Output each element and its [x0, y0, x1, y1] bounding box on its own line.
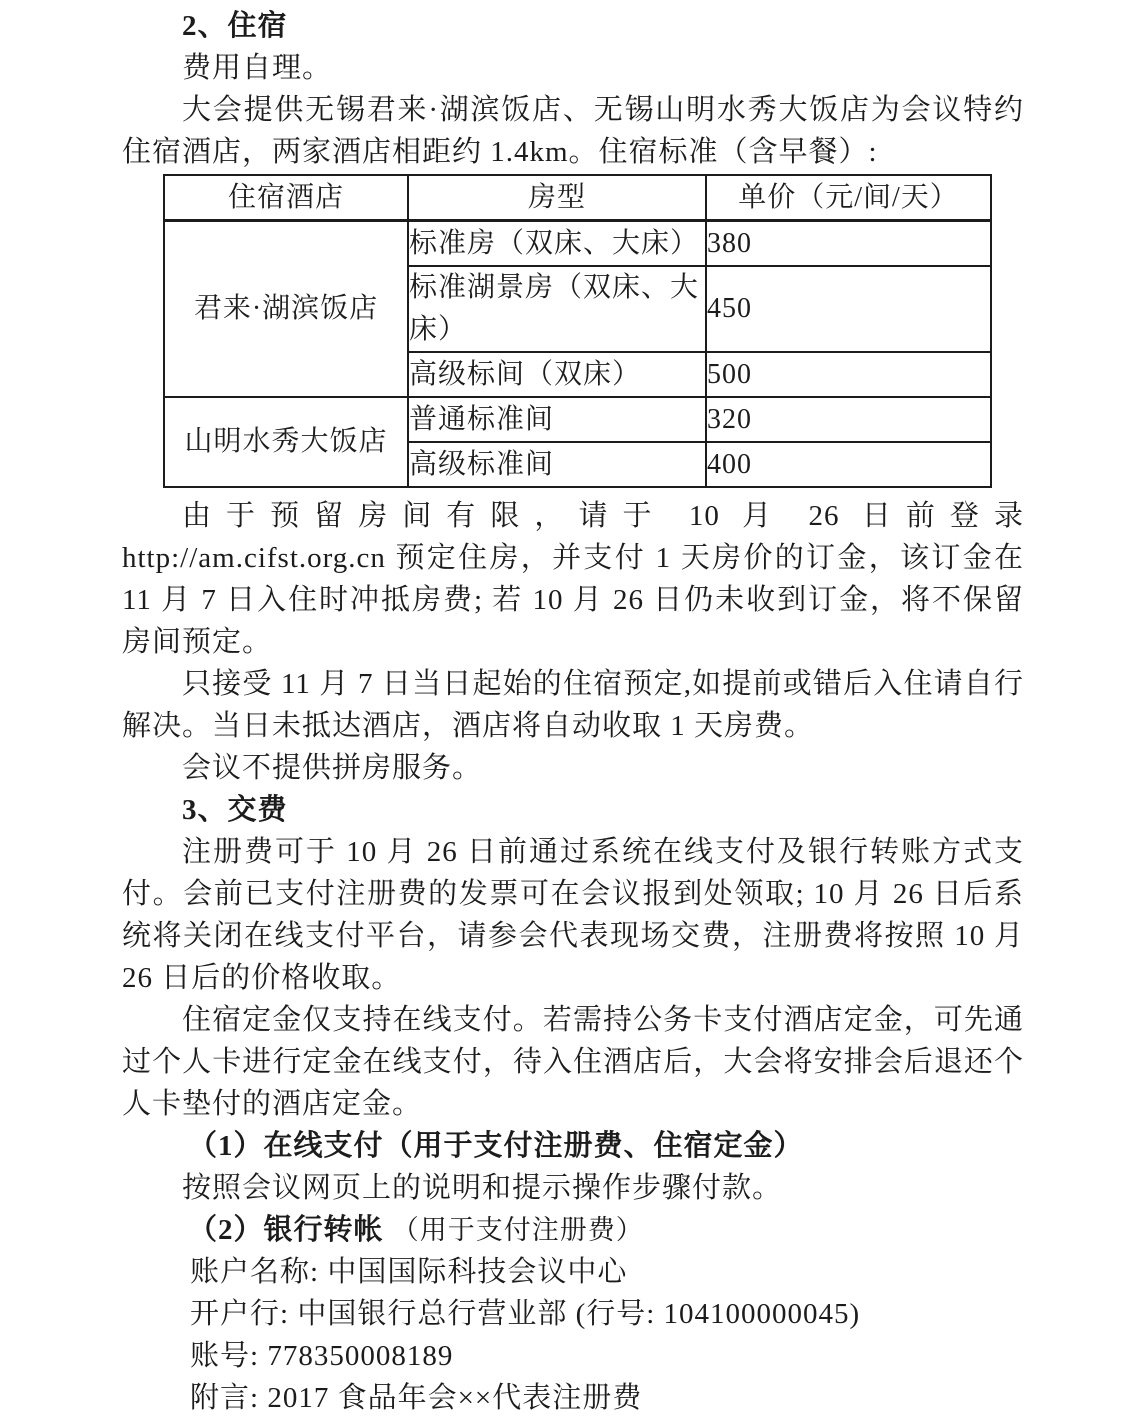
bank-memo-value: 2017 食品年会××代表注册费	[267, 1382, 643, 1414]
table-header-row	[164, 175, 991, 221]
room-type-cell: 标准湖景房（双床、大床）	[408, 266, 706, 352]
price-cell: 500	[706, 352, 991, 397]
sub-heading-online-payment: （1）在线支付（用于支付注册费、住宿定金）	[188, 1130, 804, 1162]
bank-account-name-value: 中国国际科技会议中心	[327, 1256, 628, 1288]
col-header-price: 单价（元/间/天）	[706, 175, 991, 221]
section-heading-payment: 3、交费	[182, 794, 288, 826]
para-online-payment-instruction: 按照会议网页上的说明和提示操作步骤付款。	[182, 1172, 783, 1204]
section-heading-accommodation: 2、住宿	[182, 10, 288, 42]
price-cell: 320	[706, 397, 991, 442]
bank-account-number-label: 账号:	[190, 1340, 260, 1372]
room-type-cell: 标准房（双床、大床）	[408, 221, 706, 267]
price-cell: 380	[706, 221, 991, 267]
table-row	[164, 221, 991, 267]
bank-account-name-label: 账户名称:	[190, 1256, 320, 1288]
para-checkin-policy: 只接受 11 月 7 日当日起始的住宿预定,如提前或错后入住请自行解决。当日未抵达酒店，酒店将自动收取 1 天房费。	[122, 668, 1024, 742]
hotel-rates-table	[163, 174, 992, 488]
price-cell: 400	[706, 442, 991, 487]
bank-memo-row	[190, 1377, 1024, 1419]
bank-transfer-note: （用于支付注册费）	[391, 1215, 644, 1245]
room-type-cell: 普通标准间	[408, 397, 706, 442]
bank-transfer-title: （2）银行转帐	[188, 1214, 384, 1246]
bank-branch-value: 中国银行总行营业部 (行号: 104100000045)	[297, 1298, 861, 1330]
sub-heading-bank-transfer	[122, 1209, 1024, 1251]
room-type-cell: 高级标间（双床）	[408, 352, 706, 397]
para-fee-self-pay: 费用自理。	[182, 52, 333, 84]
col-header-hotel: 住宿酒店	[164, 175, 408, 221]
para-hotel-intro: 大会提供无锡君来·湖滨饭店、无锡山明水秀大饭店为会议特约住宿酒店，两家酒店相距约 1.4km。住宿标准（含早餐）:	[122, 94, 1024, 168]
room-type-cell: 高级标准间	[408, 442, 706, 487]
hotel-name-cell: 君来·湖滨饭店	[164, 221, 408, 398]
price-cell: 450	[706, 266, 991, 352]
table-row	[164, 397, 991, 442]
bank-memo-label: 附言:	[190, 1382, 260, 1414]
para-registration-fee: 注册费可于 10 月 26 日前通过系统在线支付及银行转账方式支付。会前已支付注册费的发票可在会议报到处领取; 10 月 26 日后系统将关闭在线支付平台，请参会代表现场交费，注册费将按照 10 月 26 日后的价格收取。	[122, 836, 1024, 994]
bank-branch-row	[190, 1293, 1024, 1335]
para-hotel-deposit: 住宿定金仅支持在线支付。若需持公务卡支付酒店定金，可先通过个人卡进行定金在线支付，待入住酒店后，大会将安排会后退还个人卡垫付的酒店定金。	[122, 1004, 1024, 1120]
col-header-room-type: 房型	[408, 175, 706, 221]
bank-account-name-row	[190, 1251, 1024, 1293]
para-no-room-sharing: 会议不提供拼房服务。	[182, 752, 483, 784]
bank-branch-label: 开户行:	[190, 1298, 290, 1330]
bank-account-number-row	[190, 1335, 1024, 1377]
para-booking-deposit: 由于预留房间有限，请于 10 月 26 日前登录 http://am.cifst.org.cn 预定住房，并支付 1 天房价的订金，该订金在 11 月 7 日入住时冲抵房费; 若 10 月 26 日仍未收到订金，将不保留房间预定。	[122, 500, 1024, 658]
hotel-name-cell: 山明水秀大饭店	[164, 397, 408, 487]
bank-account-number-value: 778350008189	[267, 1340, 454, 1372]
